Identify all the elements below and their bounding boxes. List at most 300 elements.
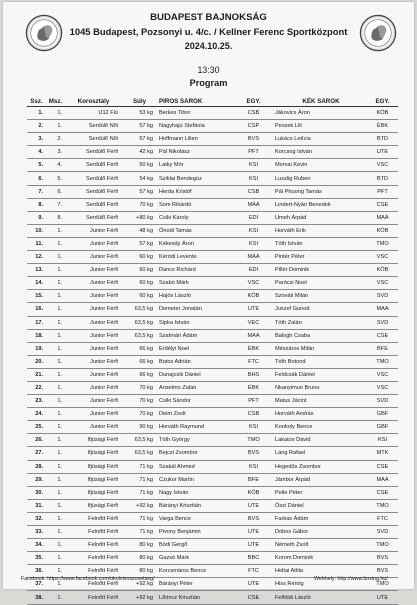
blue-corner-name: Juszef Gunod	[271, 303, 367, 316]
match-number: 1.	[46, 290, 65, 303]
match-number: 1.	[46, 381, 65, 394]
table-row	[27, 185, 398, 198]
age-group: Ifjúsági Férfi	[65, 499, 122, 512]
red-corner-name: Bejczi Zsombor	[157, 447, 236, 460]
weight-class: +80 kg	[122, 211, 157, 224]
match-number: 1.	[46, 434, 65, 447]
blue-corner-name: Heltai Attila	[271, 565, 367, 578]
red-corner-club: KSI	[236, 172, 271, 185]
blue-corner-name: Jámbor Árpád	[271, 473, 367, 486]
weight-class: 57 kg	[122, 185, 157, 198]
match-number: 1.	[46, 565, 65, 578]
blue-corner-name: Tóth István	[271, 237, 367, 250]
bout-number: 34.	[27, 539, 46, 552]
age-group: Junior Férfi	[65, 408, 122, 421]
blue-corner-club: CSE	[367, 486, 398, 499]
table-row	[27, 368, 398, 381]
red-corner-club: UTE	[236, 499, 271, 512]
blue-corner-club: VSC	[367, 159, 398, 172]
weight-class: 70 kg	[122, 395, 157, 408]
red-corner-club: BHS	[236, 368, 271, 381]
match-number: 1.	[46, 395, 65, 408]
blue-corner-name: Hiss Remig	[271, 578, 367, 591]
age-group: Ifjúsági Férfi	[65, 460, 122, 473]
red-corner-name: Hajós László	[157, 290, 236, 303]
table-row	[27, 460, 398, 473]
blue-corner-name: Farkas Ádám	[271, 512, 367, 525]
match-number: 2.	[46, 133, 65, 146]
red-corner-name: Lőrincz Krisztián	[157, 591, 236, 604]
red-corner-club: PFT	[236, 146, 271, 159]
bout-number: 9.	[27, 211, 46, 224]
bout-number: 24.	[27, 408, 46, 421]
red-corner-club: TMO	[236, 434, 271, 447]
table-row	[27, 277, 398, 290]
blue-corner-name: Őszi Dániel	[271, 499, 367, 512]
bout-program-table	[27, 97, 398, 605]
red-corner-name: Kékesdy Áron	[157, 237, 236, 250]
red-corner-name: Herda Kristóf	[157, 185, 236, 198]
column-header-ssz: Ssz.	[27, 97, 46, 107]
bout-number: 27.	[27, 447, 46, 460]
blue-corner-club: PFT	[367, 185, 398, 198]
age-group: Serdülő Női	[65, 133, 122, 146]
weight-class: 71 kg	[122, 486, 157, 499]
age-group: Junior Férfi	[65, 303, 122, 316]
match-number: 1.	[46, 342, 65, 355]
match-number: 1.	[46, 368, 65, 381]
age-group: Felnőtt Férfi	[65, 539, 122, 552]
table-header-row	[27, 97, 398, 107]
table-row	[27, 211, 398, 224]
blue-corner-club: MAA	[367, 473, 398, 486]
blue-corner-name: Felföldi László	[271, 591, 367, 604]
red-corner-club: UTE	[236, 303, 271, 316]
blue-corner-name: Hegedűs Zsombor	[271, 460, 367, 473]
blue-corner-name: Paróczi Noel	[271, 277, 367, 290]
blue-corner-club: FTC	[367, 512, 398, 525]
table-row	[27, 146, 398, 159]
red-corner-name: Pál Nikolász	[157, 146, 236, 159]
program-heading: Program	[189, 78, 228, 88]
table-row	[27, 355, 398, 368]
blue-corner-club: MAA	[367, 211, 398, 224]
blue-corner-name: Peszek Lili	[271, 120, 367, 133]
age-group: Felnőtt Férfi	[65, 552, 122, 565]
red-corner-name: Horváth Raymund	[157, 421, 236, 434]
table-row	[27, 539, 398, 552]
blue-corner-name: Balogh Csaba	[271, 329, 367, 342]
age-group: Junior Férfi	[65, 329, 122, 342]
weight-class: 63,5 kg	[122, 329, 157, 342]
blue-corner-club: SVD	[367, 395, 398, 408]
blue-corner-club: TMO	[367, 539, 398, 552]
bout-number: 21.	[27, 368, 46, 381]
age-group: Serdülő Férfi	[65, 172, 122, 185]
start-time: 13:30	[197, 65, 220, 75]
blue-corner-name: Mészáros Milán	[271, 342, 367, 355]
red-corner-club: EDI	[236, 211, 271, 224]
bout-number: 25.	[27, 421, 46, 434]
red-corner-name: Szakál Ahmed	[157, 460, 236, 473]
age-group: Ifjúsági Férfi	[65, 447, 122, 460]
red-corner-name: Nagyhajú Stefánia	[157, 120, 236, 133]
table-row	[27, 237, 398, 250]
age-group: Ifjúsági Férfi	[65, 473, 122, 486]
blue-corner-name: Nkanyimuo Bruno	[271, 381, 367, 394]
weight-class: 70 kg	[122, 381, 157, 394]
blue-corner-name: Lukács Letícia	[271, 133, 367, 146]
table-row	[27, 303, 398, 316]
blue-corner-club: TMO	[367, 578, 398, 591]
blue-corner-name: Lakatos Dávid	[271, 434, 367, 447]
blue-corner-name: Horváth Erik	[271, 224, 367, 237]
weight-class: 71 kg	[122, 473, 157, 486]
table-row	[27, 552, 398, 565]
bout-number: 33.	[27, 526, 46, 539]
red-corner-name: Latky Mór	[157, 159, 236, 172]
red-corner-club: BBC	[236, 552, 271, 565]
table-row	[27, 251, 398, 264]
age-group: Junior Férfi	[65, 290, 122, 303]
blue-corner-name: Pelle Péter	[271, 486, 367, 499]
match-number: 1.	[46, 421, 65, 434]
column-header-msz: Msz.	[46, 97, 65, 107]
table-row	[27, 264, 398, 277]
match-number: 1.	[46, 303, 65, 316]
blue-corner-club: CSE	[367, 198, 398, 211]
blue-corner-club: KÖB	[367, 224, 398, 237]
blue-corner-club: GBF	[367, 421, 398, 434]
weight-class: 48 kg	[122, 224, 157, 237]
table-row	[27, 421, 398, 434]
column-header-blue-club: EGY.	[367, 97, 398, 107]
red-corner-club: KÖB	[236, 486, 271, 499]
weight-class: 57 kg	[122, 120, 157, 133]
red-corner-club: KSI	[236, 224, 271, 237]
red-corner-club: ÉBK	[236, 381, 271, 394]
match-number: 1.	[46, 526, 65, 539]
red-corner-name: Csiki Károly	[157, 211, 236, 224]
venue-address: 1045 Budapest, Pozsonyi u. 4/c. / Kellner Ferenc Sportközpont	[69, 26, 348, 37]
bout-number: 13.	[27, 264, 46, 277]
weight-class: +92 kg	[122, 499, 157, 512]
bout-number: 30.	[27, 486, 46, 499]
red-corner-club: KÖB	[236, 290, 271, 303]
blue-corner-club: CSE	[367, 460, 398, 473]
weight-class: 42 kg	[122, 146, 157, 159]
blue-corner-name: Horváth András	[271, 408, 367, 421]
blue-corner-club: TMO	[367, 237, 398, 250]
red-corner-club: MAA	[236, 198, 271, 211]
weight-class: 80 kg	[122, 552, 157, 565]
table-row	[27, 133, 398, 146]
weight-class: 63,5 kg	[122, 434, 157, 447]
table-row	[27, 316, 398, 329]
match-number: 1.	[46, 539, 65, 552]
weight-class: 57 kg	[122, 237, 157, 250]
blue-corner-club: UTE	[367, 146, 398, 159]
blue-corner-club: GBF	[367, 408, 398, 421]
match-number: 1.	[46, 512, 65, 525]
age-group: Serdülő Férfi	[65, 159, 122, 172]
bout-number: 18.	[27, 329, 46, 342]
red-corner-name: Bódi Gergő	[157, 539, 236, 552]
red-corner-club: FTC	[236, 565, 271, 578]
blue-corner-name: Lindert-Nyári Benedek	[271, 198, 367, 211]
red-corner-name: Nagy István	[157, 486, 236, 499]
blue-corner-name: Tóth Botond	[271, 355, 367, 368]
blue-corner-name: Konkoly Bence	[271, 421, 367, 434]
age-group: Junior Férfi	[65, 395, 122, 408]
age-group: Junior Férfi	[65, 316, 122, 329]
event-date: 2024.10.25.	[184, 41, 233, 51]
blue-corner-club: MTK	[367, 447, 398, 460]
blue-corner-name: Pillér Dominik	[271, 264, 367, 277]
blue-corner-name: Jákovics Áron	[271, 107, 367, 120]
table-row	[27, 486, 398, 499]
red-corner-name: Bárányi Krisztián	[157, 499, 236, 512]
bout-number: 35.	[27, 552, 46, 565]
red-corner-club: ÉBK	[236, 342, 271, 355]
weight-class: 54 kg	[122, 172, 157, 185]
blue-corner-club: SVD	[367, 290, 398, 303]
age-group: Junior Férfi	[65, 421, 122, 434]
red-corner-club: PFT	[236, 395, 271, 408]
table-row	[27, 512, 398, 525]
match-number: 6.	[46, 185, 65, 198]
bout-number: 17.	[27, 316, 46, 329]
red-corner-club: MAA	[236, 251, 271, 264]
age-group: U12 Fiú	[65, 107, 122, 120]
red-corner-name: Csiki Sándor	[157, 395, 236, 408]
table-row	[27, 447, 398, 460]
website-link[interactable]: Webhely: http://www.boxing.hu/	[314, 576, 388, 582]
weight-class: +92 kg	[122, 591, 157, 604]
bout-number: 15.	[27, 290, 46, 303]
red-corner-name: Botos Adrián	[157, 355, 236, 368]
blue-corner-club: UTE	[367, 591, 398, 604]
bout-number: 37.	[27, 578, 46, 591]
red-corner-name: Korcsmáros Bence	[157, 565, 236, 578]
blue-corner-club: CSE	[367, 329, 398, 342]
match-number: 1.	[46, 473, 65, 486]
blue-corner-name: Pintér Péter	[271, 251, 367, 264]
table-row	[27, 473, 398, 486]
age-group: Felnőtt Férfi	[65, 578, 122, 591]
bout-number: 4.	[27, 146, 46, 159]
red-corner-name: Berkes Tibor	[157, 107, 236, 120]
weight-class: 90 kg	[122, 421, 157, 434]
column-header-weight: Súly	[122, 97, 157, 107]
age-group: Felnőtt Férfi	[65, 512, 122, 525]
weight-class: 63,5 kg	[122, 447, 157, 460]
blue-corner-club: VSC	[367, 251, 398, 264]
age-group: Junior Férfi	[65, 224, 122, 237]
weight-class: 60 kg	[122, 251, 157, 264]
match-number: 1.	[46, 120, 65, 133]
red-corner-name: Szabó Márk	[157, 277, 236, 290]
red-corner-club: MAA	[236, 329, 271, 342]
weight-class: 70 kg	[122, 198, 157, 211]
table-row	[27, 591, 398, 604]
blue-corner-club: BTD	[367, 133, 398, 146]
weight-class: 60 kg	[122, 290, 157, 303]
red-corner-name: Gazsó Márk	[157, 552, 236, 565]
red-corner-club: FTC	[236, 355, 271, 368]
age-group: Felnőtt Férfi	[65, 591, 122, 604]
red-corner-name: Sipka István	[157, 316, 236, 329]
red-corner-club: CSB	[236, 408, 271, 421]
match-number: 1.	[46, 578, 65, 591]
blue-corner-name: Láng Rafael	[271, 447, 367, 460]
match-number: 1.	[46, 277, 65, 290]
bout-number: 28.	[27, 460, 46, 473]
blue-corner-club: KSI	[367, 434, 398, 447]
blue-corner-club: ÉBK	[367, 120, 398, 133]
weight-class: 60 kg	[122, 264, 157, 277]
match-number: 1.	[46, 591, 65, 604]
match-number: 1.	[46, 447, 65, 460]
red-corner-club: KSI	[236, 237, 271, 250]
column-header-age-group: Korosztály	[65, 97, 122, 107]
blue-corner-club: TMO	[367, 499, 398, 512]
red-corner-club: UTE	[236, 526, 271, 539]
table-row	[27, 198, 398, 211]
blue-corner-club: TMO	[367, 355, 398, 368]
weight-class: 50 kg	[122, 159, 157, 172]
red-corner-club: CSE	[236, 591, 271, 604]
red-corner-club: KSI	[236, 159, 271, 172]
match-number: 1.	[46, 237, 65, 250]
red-corner-club: CSB	[236, 107, 271, 120]
column-header-red-corner: PIROS SAROK	[157, 97, 236, 107]
blue-corner-name: Morvai Kevin	[271, 159, 367, 172]
bout-number: 11.	[27, 237, 46, 250]
bout-number: 14.	[27, 277, 46, 290]
match-number: 4.	[46, 159, 65, 172]
red-corner-name: Sziklai Bendegúz	[157, 172, 236, 185]
weight-class: 71 kg	[122, 526, 157, 539]
red-corner-club: BVS	[236, 447, 271, 460]
age-group: Junior Férfi	[65, 368, 122, 381]
red-corner-name: Hoffmann Lilien	[157, 133, 236, 146]
red-corner-name: Kéródi Levente	[157, 251, 236, 264]
red-corner-name: Deim Zsolt	[157, 408, 236, 421]
bout-number: 23.	[27, 395, 46, 408]
blue-corner-name: Matus Jácint	[271, 395, 367, 408]
table-row	[27, 120, 398, 133]
red-corner-name: Czukor Martin	[157, 473, 236, 486]
blue-corner-name: Korcsog István	[271, 146, 367, 159]
match-number: 7.	[46, 198, 65, 211]
age-group: Serdülő Női	[65, 120, 122, 133]
weight-class: +92 kg	[122, 578, 157, 591]
document-page	[3, 2, 414, 601]
weight-class: 63,5 kg	[122, 303, 157, 316]
weight-class: 53 kg	[122, 107, 157, 120]
table-row	[27, 329, 398, 342]
weight-class: 71 kg	[122, 460, 157, 473]
match-number: 1.	[46, 486, 65, 499]
blue-corner-name: Németh Zsolt	[271, 539, 367, 552]
blue-corner-name: Feldcsák Dániel	[271, 368, 367, 381]
match-number: 1.	[46, 408, 65, 421]
age-group: Junior Férfi	[65, 381, 122, 394]
blue-corner-name: Szováti Milán	[271, 290, 367, 303]
blue-corner-club: SVD	[367, 526, 398, 539]
bout-number: 19.	[27, 342, 46, 355]
bout-number: 3.	[27, 133, 46, 146]
red-corner-club: EDI	[236, 264, 271, 277]
bout-number: 6.	[27, 172, 46, 185]
bout-number: 16.	[27, 303, 46, 316]
facebook-link[interactable]: Facebook: https://www.facebook.com/okolvivoszovetseg/	[21, 576, 155, 582]
age-group: Junior Férfi	[65, 251, 122, 264]
weight-class: 80 kg	[122, 539, 157, 552]
red-corner-name: Demeter Jonatán	[157, 303, 236, 316]
bout-number: 8.	[27, 198, 46, 211]
match-number: 1.	[46, 264, 65, 277]
weight-class: 70 kg	[122, 408, 157, 421]
red-corner-name: Erdélyi Noel	[157, 342, 236, 355]
blue-corner-club: MAA	[367, 303, 398, 316]
red-corner-club: VEC	[236, 316, 271, 329]
red-corner-name: Pivony Benjámin	[157, 526, 236, 539]
weight-class: 63,5 kg	[122, 316, 157, 329]
age-group: Serdülő Férfi	[65, 146, 122, 159]
red-corner-name: Dancs Richárd	[157, 264, 236, 277]
match-number: 1.	[46, 316, 65, 329]
column-header-blue-corner: KÉK SAROK	[271, 97, 367, 107]
weight-class: 66 kg	[122, 368, 157, 381]
weight-class: 66 kg	[122, 355, 157, 368]
match-number: 1.	[46, 251, 65, 264]
red-corner-name: Bárányi Péter	[157, 578, 236, 591]
match-number: 5.	[46, 172, 65, 185]
red-corner-club: CSB	[236, 185, 271, 198]
blue-corner-name: Umeh Árpád	[271, 211, 367, 224]
red-corner-name: Szatmári Ádám	[157, 329, 236, 342]
age-group: Felnőtt Férfi	[65, 526, 122, 539]
bout-number: 36.	[27, 565, 46, 578]
table-row	[27, 159, 398, 172]
table-row	[27, 408, 398, 421]
match-number: 1.	[46, 355, 65, 368]
blue-corner-name: Luszlig Ruben	[271, 172, 367, 185]
match-number: 3.	[46, 146, 65, 159]
red-corner-name: Anselmo Zalán	[157, 381, 236, 394]
bout-number: 22.	[27, 381, 46, 394]
blue-corner-name: Tóth Zalán	[271, 316, 367, 329]
weight-class: 66 kg	[122, 342, 157, 355]
bout-number: 2.	[27, 120, 46, 133]
table-row	[27, 395, 398, 408]
bout-number: 10.	[27, 224, 46, 237]
table-row	[27, 224, 398, 237]
age-group: Junior Férfi	[65, 264, 122, 277]
red-corner-club: KSI	[236, 421, 271, 434]
red-corner-club: KSI	[236, 460, 271, 473]
bout-number: 12.	[27, 251, 46, 264]
blue-corner-name: Dobos Gábor	[271, 526, 367, 539]
age-group: Ifjúsági Férfi	[65, 486, 122, 499]
red-corner-club: BFE	[236, 473, 271, 486]
table-row	[27, 290, 398, 303]
table-row	[27, 381, 398, 394]
red-corner-name: Dunajcsik Dániel	[157, 368, 236, 381]
red-corner-club: CSP	[236, 120, 271, 133]
